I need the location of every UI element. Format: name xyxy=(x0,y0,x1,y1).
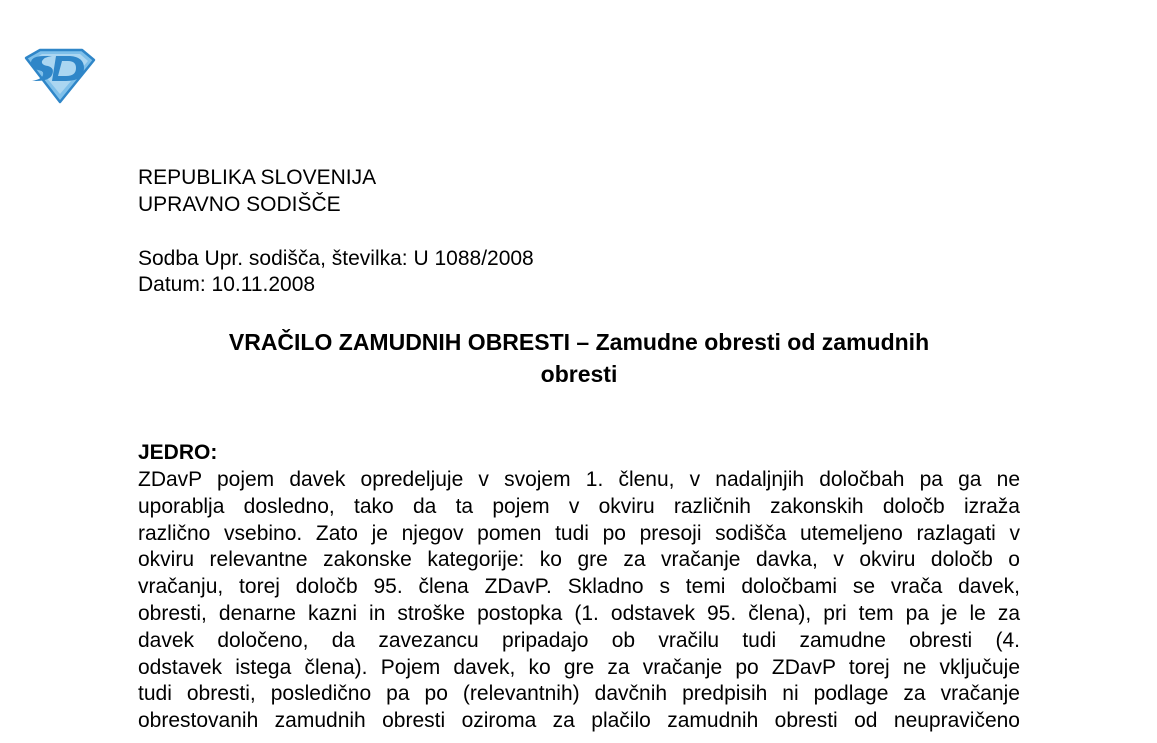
jedro-line: vračanju, torej določb 95. člena ZDavP. Skladno s temi določbami se vrača davek, xyxy=(138,575,1020,599)
case-number: Sodba Upr. sodišča, številka: U 1088/2008 xyxy=(138,247,534,270)
jedro-line: tudi obresti, posledično pa po (relevantnih) davčnih predpisih ni podlage za vračanje xyxy=(138,682,1020,706)
jedro-body xyxy=(138,467,1020,735)
case-date: Datum: 10.11.2008 xyxy=(138,273,316,296)
title-line-1: VRAČILO ZAMUDNIH OBRESTI – Zamudne obresti od zamudnih xyxy=(228,329,930,355)
sd-logo-icon xyxy=(22,48,96,104)
jedro-line: uporablja dosledno, tako da ta pojem v okviru različnih zakonskih določb izraža xyxy=(138,494,1020,518)
court-country: REPUBLIKA SLOVENIJA xyxy=(138,166,377,189)
jedro-line: okviru relevantne zakonske kategorije: ko gre za vračanje davka, v okviru določb o xyxy=(138,548,1020,572)
jedro-line: obresti, denarne kazni in stroške postopka (1. odstavek 95. člena), pri tem pa je le za xyxy=(138,601,1020,625)
title-line-2: obresti xyxy=(540,361,618,387)
jedro-heading: JEDRO: xyxy=(138,441,218,464)
jedro-line: ZDavP pojem davek opredeljuje v svojem 1. členu, v nadaljnjih določbah pa ga ne xyxy=(138,468,1020,491)
jedro-line: različno vsebino. Zato je njegov pomen tudi po presoji sodišča utemeljeno razlagati v xyxy=(138,521,1020,545)
jedro-line: odstavek istega člena). Pojem davek, ko gre za vračanje po ZDavP torej ne vključuje xyxy=(138,655,1020,679)
document-title xyxy=(138,326,1020,390)
jedro-line: obrestovanih zamudnih obresti oziroma za plačilo zamudnih obresti od neupravičeno xyxy=(138,709,1020,733)
court-name: UPRAVNO SODIŠČE xyxy=(138,193,341,216)
jedro-line: davek določeno, da zavezancu pripadajo ob vračilu tudi zamudne obresti (4. xyxy=(138,628,1020,652)
